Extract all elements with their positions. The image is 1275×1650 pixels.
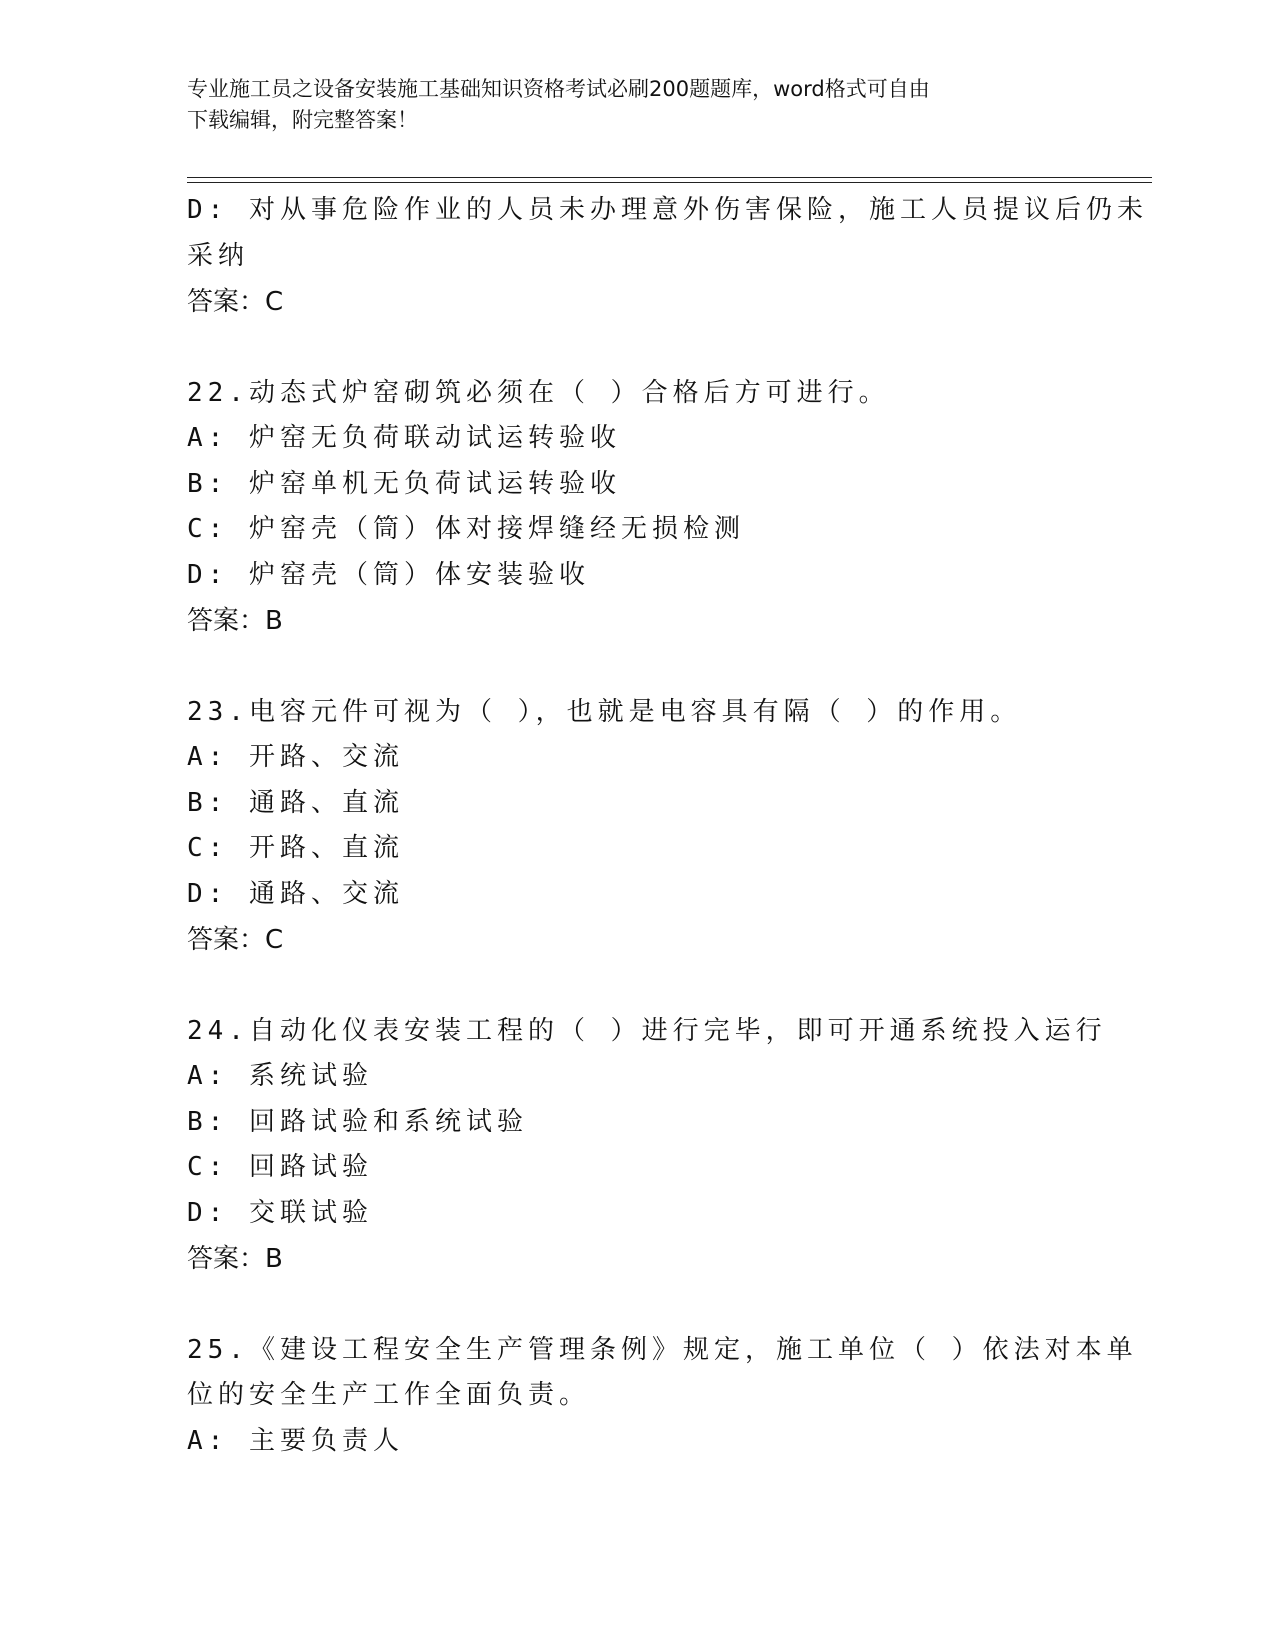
question-stem: 22.动态式炉窑砌筑必须在（ ）合格后方可进行。 — [187, 377, 890, 408]
option-c: C: 炉窑壳（筒）体对接焊缝经无损检测 — [187, 514, 745, 544]
option-a: A: 主要负责人 — [187, 1425, 404, 1456]
option-d: D: 对从事危险作业的人员未办理意外伤害保险，施工人员提议后仍未 — [187, 195, 1148, 225]
answer: 答案：B — [187, 1244, 283, 1274]
option-a: A: 系统试验 — [187, 1061, 373, 1091]
question-21-continuation — [187, 188, 1148, 325]
option-b: B: 回路试验和系统试验 — [187, 1106, 528, 1137]
answer: 答案：C — [187, 925, 284, 955]
question-25 — [187, 1328, 1138, 1465]
document-header — [187, 74, 1067, 136]
question-23 — [187, 690, 1087, 964]
header-divider-bottom — [187, 182, 1152, 183]
header-line-2: 下载编辑，附完整答案！ — [187, 108, 418, 132]
option-d: D: 交联试验 — [187, 1197, 373, 1228]
option-b: B: 通路、直流 — [187, 787, 404, 818]
option-a: A: 炉窑无负荷联动试运转验收 — [187, 423, 621, 453]
option-c: C: 回路试验 — [187, 1152, 373, 1182]
option-a: A: 开路、交流 — [187, 742, 404, 772]
header-divider-top — [187, 177, 1152, 178]
question-stem: 24.自动化仪表安装工程的（ ）进行完毕，即可开通系统投入运行 — [187, 1015, 1107, 1046]
question-22 — [187, 371, 1087, 645]
option-d: D: 炉窑壳（筒）体安装验收 — [187, 559, 590, 590]
option-c: C: 开路、直流 — [187, 833, 404, 863]
question-list — [187, 188, 1148, 1464]
question-24 — [187, 1009, 1107, 1283]
question-stem: 23.电容元件可视为（ ），也就是电容具有隔（ ）的作用。 — [187, 696, 1022, 727]
answer: 答案：C — [187, 287, 284, 317]
option-d: D: 通路、交流 — [187, 878, 404, 909]
option-d-continuation: 采纳 — [187, 240, 250, 271]
answer: 答案：B — [187, 606, 283, 636]
question-stem-continuation: 位的安全生产工作全面负责。 — [187, 1380, 591, 1410]
header-line-1: 专业施工员之设备安装施工基础知识资格考试必刷200题题库，word格式可自由 — [187, 77, 930, 101]
option-b: B: 炉窑单机无负荷试运转验收 — [187, 468, 621, 499]
question-stem: 25.《建设工程安全生产管理条例》规定，施工单位（ ）依法对本单 — [187, 1334, 1138, 1365]
